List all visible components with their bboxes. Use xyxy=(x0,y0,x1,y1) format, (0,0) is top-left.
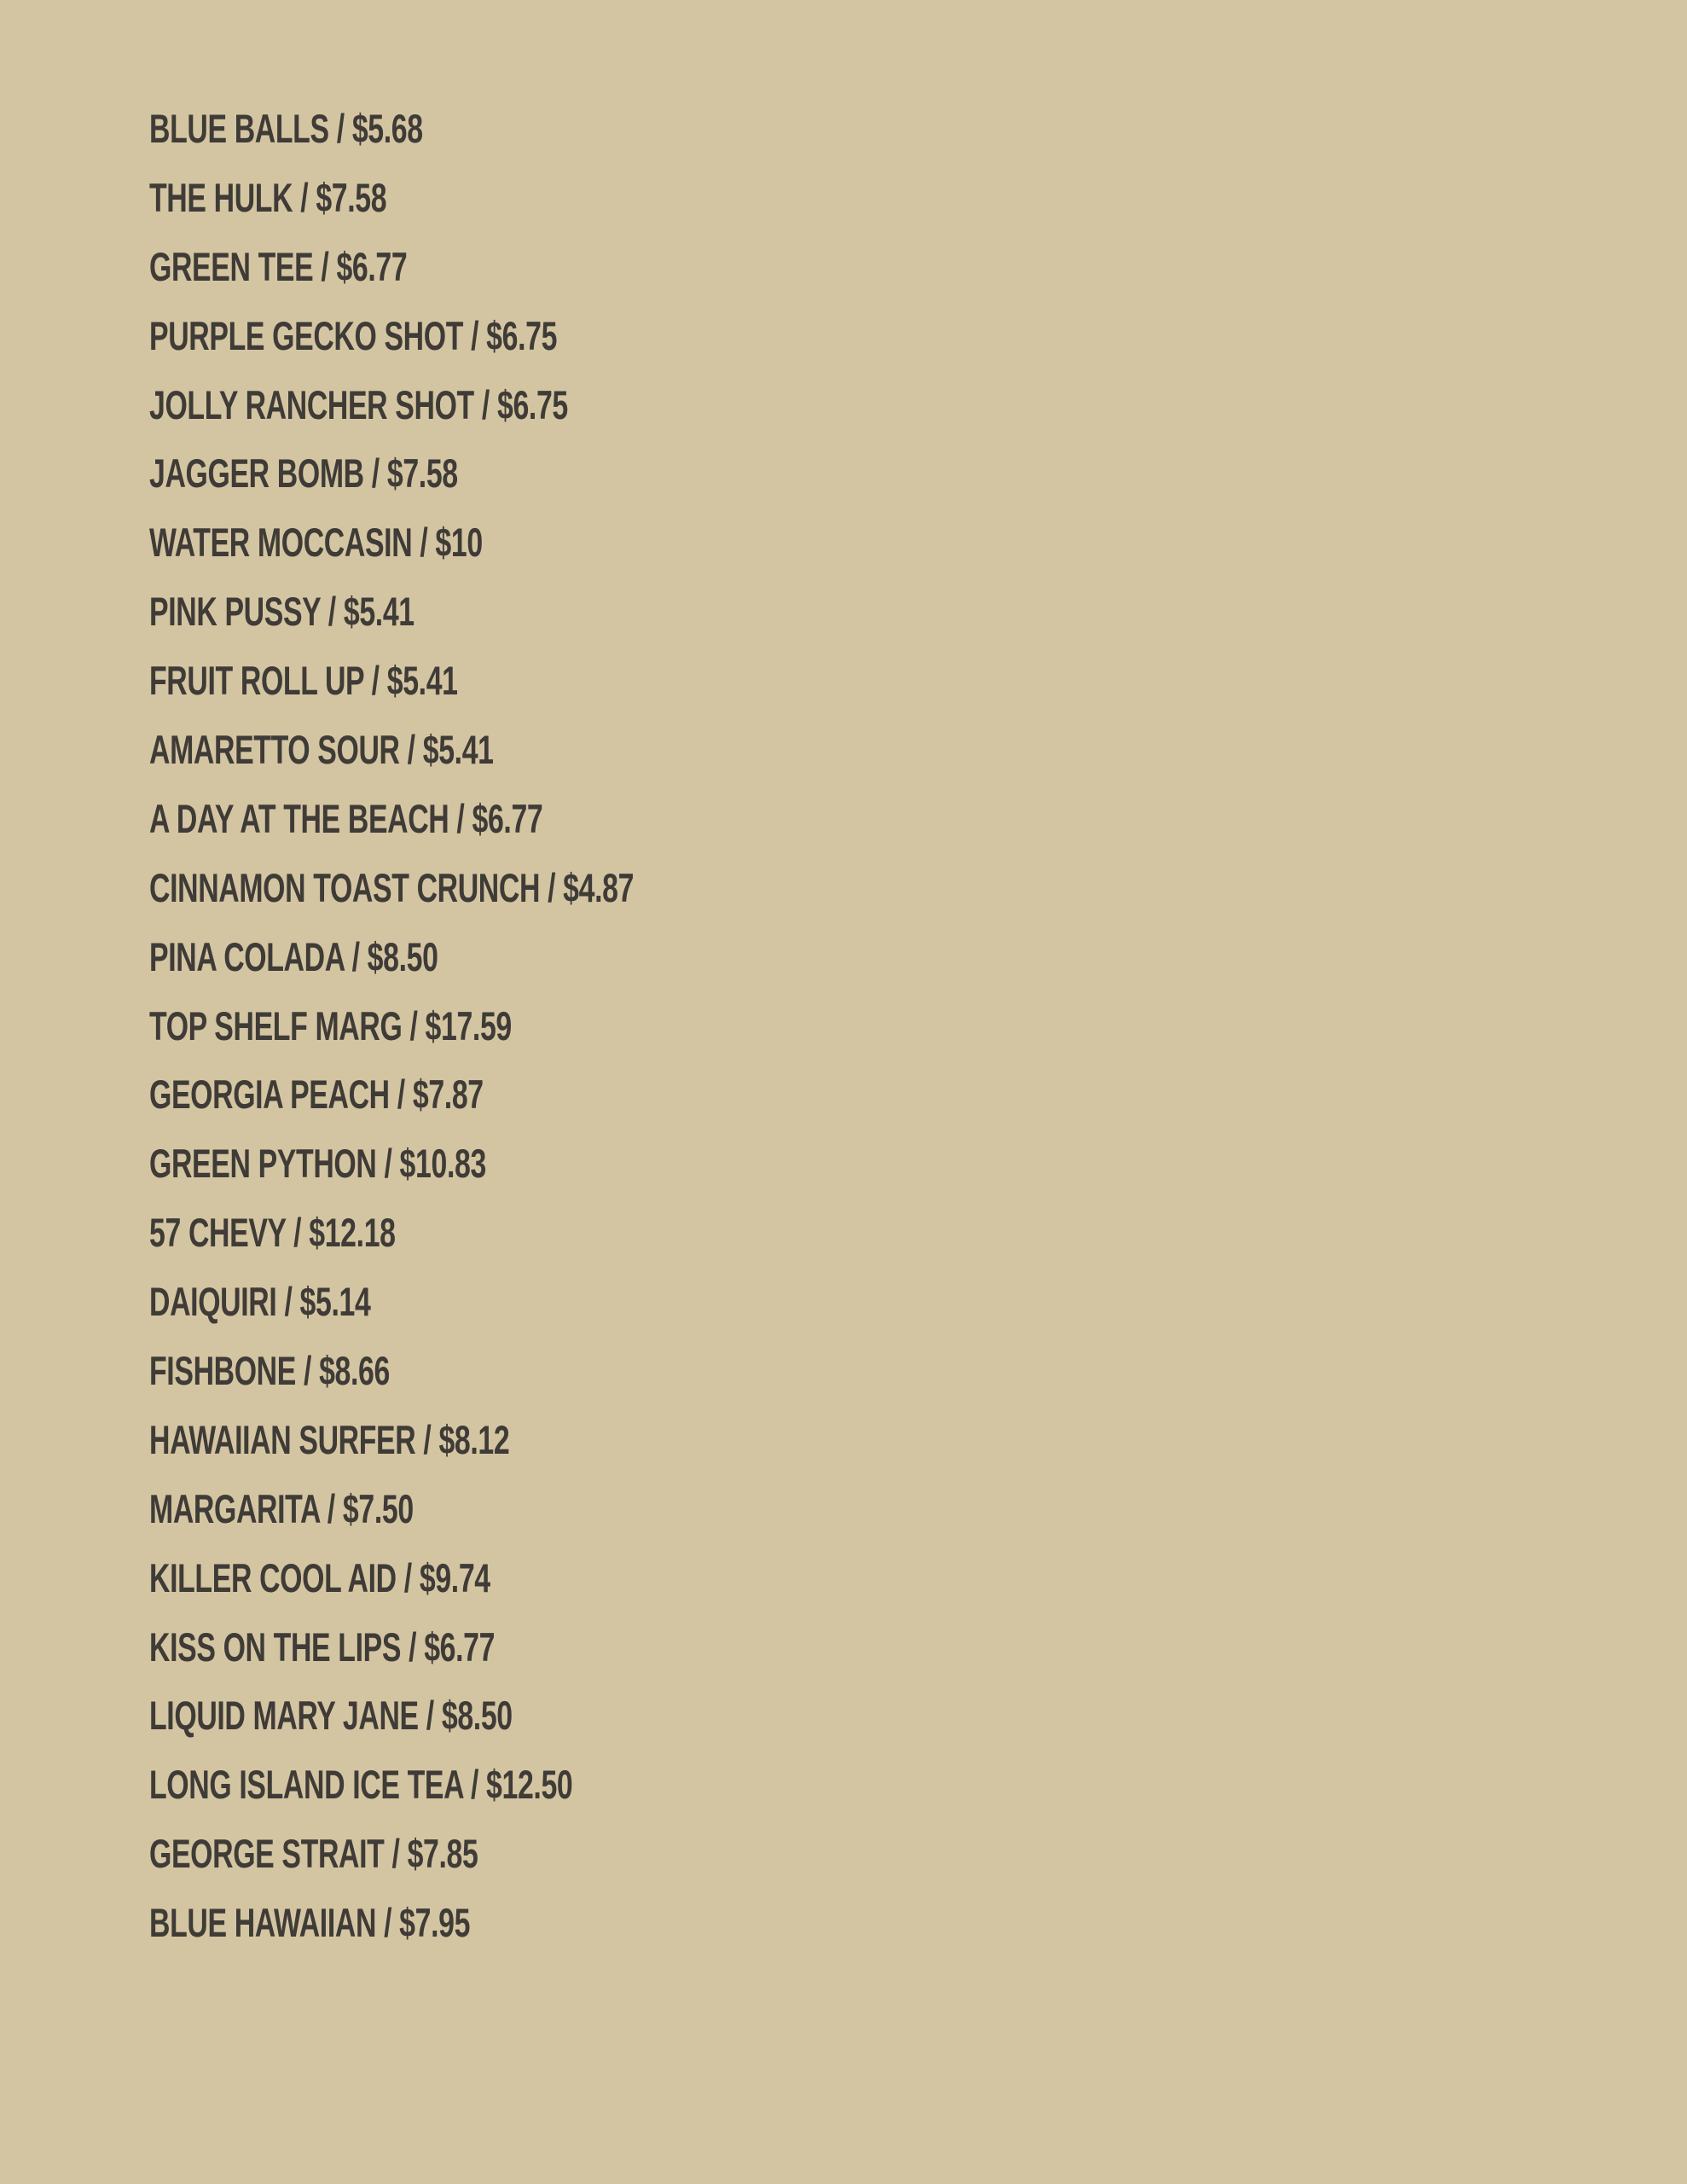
menu-item: PINA COLADA / $8.50 xyxy=(149,933,438,979)
menu-item: LONG ISLAND ICE TEA / $12.50 xyxy=(149,1762,573,1808)
menu-item: TOP SHELF MARG / $17.59 xyxy=(149,1002,512,1048)
menu-item: A DAY AT THE BEACH / $6.77 xyxy=(149,795,543,841)
menu-item: PURPLE GECKO SHOT / $6.75 xyxy=(149,312,558,358)
menu-item: THE HULK / $7.58 xyxy=(149,174,387,220)
menu-item: CINNAMON TOAST CRUNCH / $4.87 xyxy=(149,864,635,910)
menu-item: KILLER COOL AID / $9.74 xyxy=(149,1554,490,1600)
menu-item: MARGARITA / $7.50 xyxy=(149,1485,414,1531)
menu-item: JAGGER BOMB / $7.58 xyxy=(149,450,458,497)
menu-item: JOLLY RANCHER SHOT / $6.75 xyxy=(149,381,568,427)
menu-item: FISHBONE / $8.66 xyxy=(149,1347,390,1393)
menu-item: WATER MOCCASIN / $10 xyxy=(149,520,483,566)
menu-item: PINK PUSSY / $5.41 xyxy=(149,589,415,635)
menu-item: FRUIT ROLL UP / $5.41 xyxy=(149,658,458,704)
menu-item: 57 CHEVY / $12.18 xyxy=(149,1210,396,1256)
drink-menu-list xyxy=(149,94,822,1957)
menu-item: GEORGE STRAIT / $7.85 xyxy=(149,1831,478,1877)
menu-item: DAIQUIRI / $5.14 xyxy=(149,1279,371,1325)
menu-item: GEORGIA PEACH / $7.87 xyxy=(149,1072,484,1118)
menu-item: GREEN TEE / $6.77 xyxy=(149,243,408,289)
menu-item: KISS ON THE LIPS / $6.77 xyxy=(149,1623,496,1670)
menu-item: HAWAIIAN SURFER / $8.12 xyxy=(149,1416,510,1462)
menu-item: BLUE BALLS / $5.68 xyxy=(149,105,423,151)
menu-item: AMARETTO SOUR / $5.41 xyxy=(149,726,494,772)
menu-item: GREEN PYTHON / $10.83 xyxy=(149,1141,486,1187)
menu-item: BLUE HAWAIIAN / $7.95 xyxy=(149,1900,471,1946)
menu-item: LIQUID MARY JANE / $8.50 xyxy=(149,1693,513,1739)
